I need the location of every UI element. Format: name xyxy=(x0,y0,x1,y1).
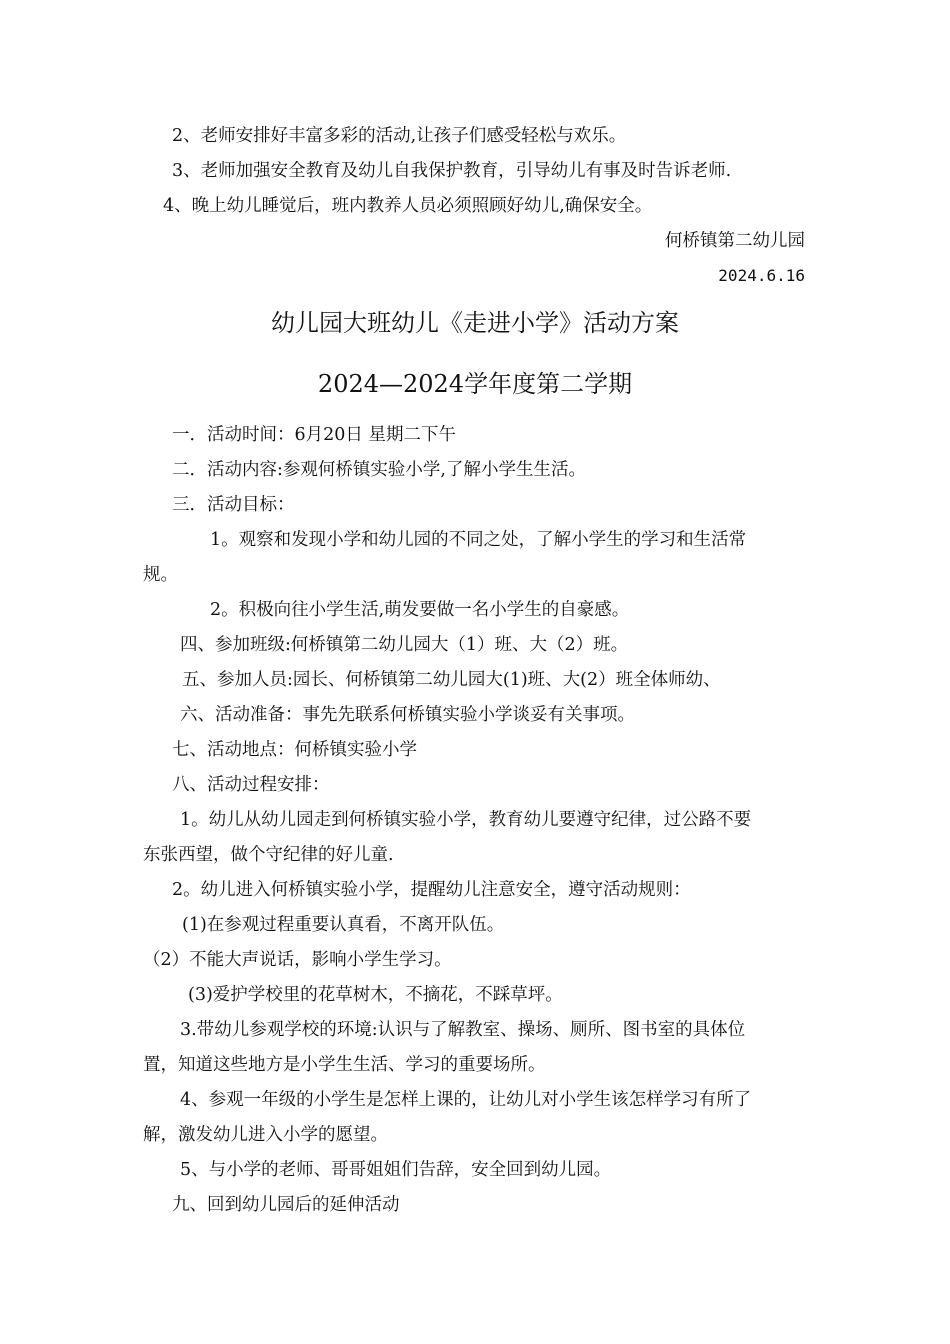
section-heading: 一．活动时间：6月20日 星期二下午 xyxy=(172,425,456,445)
section-heading: 二．活动内容:参观何桥镇实验小学,了解小学生生活。 xyxy=(172,460,586,480)
paragraph-line: 3.带幼儿参观学校的环境:认识与了解教室、操场、厕所、图书室的具体位 xyxy=(180,1020,746,1040)
section-heading: 八、活动过程安排： xyxy=(172,775,330,795)
paragraph-line: 解，激发幼儿进入小学的愿望。 xyxy=(143,1125,388,1145)
paragraph-line: 1。观察和发现小学和幼儿园的不同之处，了解小学生的学习和生活常 xyxy=(210,530,747,550)
list-item: 4、晚上幼儿睡觉后，班内教养人员必须照顾好幼儿,确保安全。 xyxy=(163,196,653,216)
paragraph-line: （2）不能大声说话，影响小学生学习。 xyxy=(143,950,452,970)
paragraph-line: 置，知道这些地方是小学生生活、学习的重要场所。 xyxy=(143,1055,546,1075)
signature-org: 何桥镇第二幼儿园 xyxy=(665,231,805,251)
signature-date: 2024.6.16 xyxy=(718,266,805,285)
paragraph-line: 5、与小学的老师、哥哥姐姐们告辞，安全回到幼儿园。 xyxy=(180,1160,612,1180)
paragraph-line: 1。幼儿从幼儿园走到何桥镇实验小学，教育幼儿要遵守纪律，过公路不要 xyxy=(180,810,752,830)
section-heading: 四、参加班级:何桥镇第二幼儿园大（1）班、大（2）班。 xyxy=(180,635,629,655)
section-heading: 三．活动目标： xyxy=(172,495,295,515)
paragraph-line: (1)在参观过程重要认真看，不离开队伍。 xyxy=(182,915,505,935)
document-subtitle: 2024—2024学年度第二学期 xyxy=(317,370,633,398)
section-heading: 六、活动准备：事先先联系何桥镇实验小学谈妥有关事项。 xyxy=(180,705,635,725)
list-item: 3、老师加强安全教育及幼儿自我保护教育，引导幼儿有事及时告诉老师. xyxy=(172,161,732,181)
document-title: 幼儿园大班幼儿《走进小学》活动方案 xyxy=(271,309,679,337)
paragraph-line: 东张西望，做个守纪律的好儿童. xyxy=(143,845,394,865)
paragraph-line: 2。幼儿进入何桥镇实验小学，提醒幼儿注意安全，遵守活动规则： xyxy=(172,880,691,900)
paragraph-line: 4、参观一年级的小学生是怎样上课的，让幼儿对小学生该怎样学习有所了 xyxy=(180,1090,752,1110)
paragraph-line: 2。积极向往小学生活,萌发要做一名小学生的自豪感。 xyxy=(210,600,630,620)
paragraph-line: (3)爱护学校里的花草树木，不摘花，不踩草坪。 xyxy=(188,985,563,1005)
list-item: 2、老师安排好丰富多彩的活动,让孩子们感受轻松与欢乐。 xyxy=(172,126,627,146)
paragraph-line: 规。 xyxy=(143,565,178,585)
section-heading: 九、回到幼儿园后的延伸活动 xyxy=(172,1195,400,1215)
section-heading: 七、活动地点：何桥镇实验小学 xyxy=(172,740,417,760)
section-heading: 五、参加人员:园长、何桥镇第二幼儿园大(1)班、大(2）班全体师幼、 xyxy=(182,670,721,690)
